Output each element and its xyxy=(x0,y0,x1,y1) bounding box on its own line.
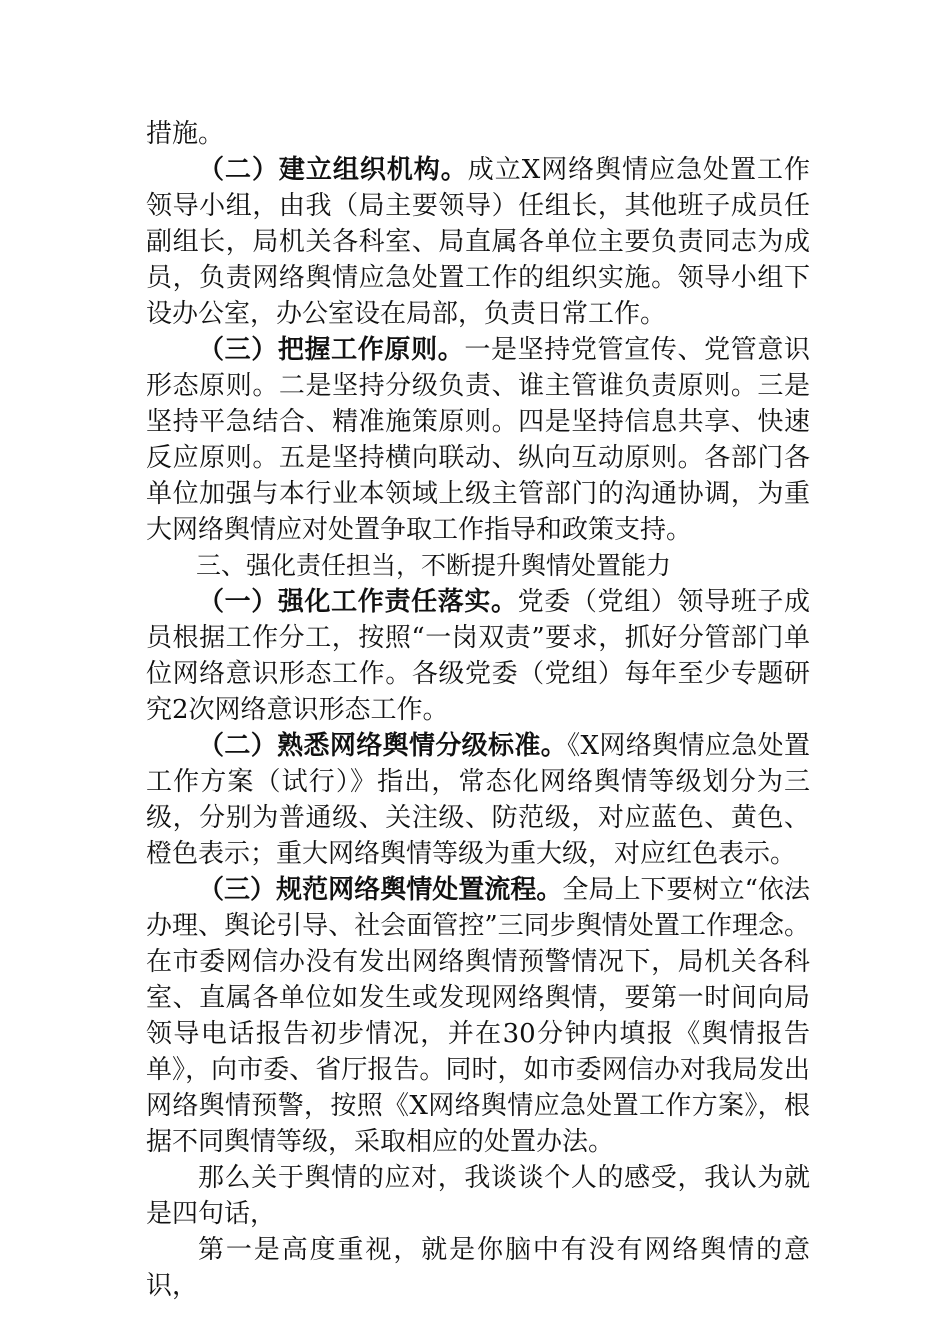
paragraph-personal-view: 那么关于舆情的应对，我谈谈个人的感受，我认为就是四句话， xyxy=(146,1163,810,1229)
section-heading: 三、强化责任担当，不断提升舆情处置能力 xyxy=(196,551,672,580)
paragraph-text: 成立X网络舆情应急处置工作领导小组，由我（局主要领导）任组长，其他班子成员任副组长，局机关各科室、局直属各单位主要负责同志为成员，负责网络舆情应急处置工作的组织实施。领导小组下设办公室，办公室设在局部，负责日常工作。 xyxy=(146,155,810,329)
paragraph-establish-organization xyxy=(146,152,810,332)
paragraph-lead: （三）把握工作原则。 xyxy=(198,335,465,365)
document-body xyxy=(146,116,810,1304)
paragraph-text: 《X网络舆情应急处置工作方案（试行）》指出，常态化网络舆情等级划分为三级，分别为普通级、关注级、防范级，对应蓝色、黄色、橙色表示；重大网络舆情等级为重大级，对应红色表示。 xyxy=(146,731,810,869)
paragraph-work-principles xyxy=(146,332,810,548)
paragraph-text: 全局上下要树立“依法办理、舆论引导、社会面管控”三同步舆情处置工作理念。在市委网信办没有发出网络舆情预警情况下，局机关各科室、直属各单位如发生或发现网络舆情，要第一时间向局领导电话报告初步情况，并在30分钟内填报《舆情报告单》，向市委、省厅报告。同时，如市委网信办对我局发出网络舆情预警，按照《X网络舆情应急处置工作方案》，根据不同舆情等级，采取相应的处置办法。 xyxy=(146,875,810,1157)
paragraph-lead: （二）熟悉网络舆情分级标准。 xyxy=(198,731,568,761)
paragraph-lead: （一）强化工作责任落实。 xyxy=(198,587,518,617)
paragraph-text: 一是坚持党管宣传、党管意识形态原则。二是坚持分级负责、谁主管谁负责原则。三是坚持平急结合、精准施策原则。四是坚持信息共享、快速反应原则。五是坚持横向联动、纵向互动原则。各部门各单位加强与本行业本领域上级主管部门的沟通协调，为重大网络舆情应对处置争取工作指导和政策支持。 xyxy=(146,335,810,545)
paragraph-responsibility xyxy=(146,584,810,728)
paragraph-lead: （三）规范网络舆情处置流程。 xyxy=(198,875,563,905)
paragraph-grading-standard xyxy=(146,728,810,872)
paragraph-lead: （二）建立组织机构。 xyxy=(198,155,468,185)
paragraph-text: 党委（党组）领导班子成员根据工作分工，按照“一岗双责”要求，抓好分管部门单位网络意识形态工作。各级党委（党组）每年至少专题研究2次网络意识形态工作。 xyxy=(146,587,810,725)
paragraph-handling-process xyxy=(146,872,810,1160)
paragraph-first-point: 第一是高度重视，就是你脑中有没有网络舆情的意识， xyxy=(146,1235,810,1301)
paragraph-continuation: 措施。 xyxy=(146,119,225,149)
